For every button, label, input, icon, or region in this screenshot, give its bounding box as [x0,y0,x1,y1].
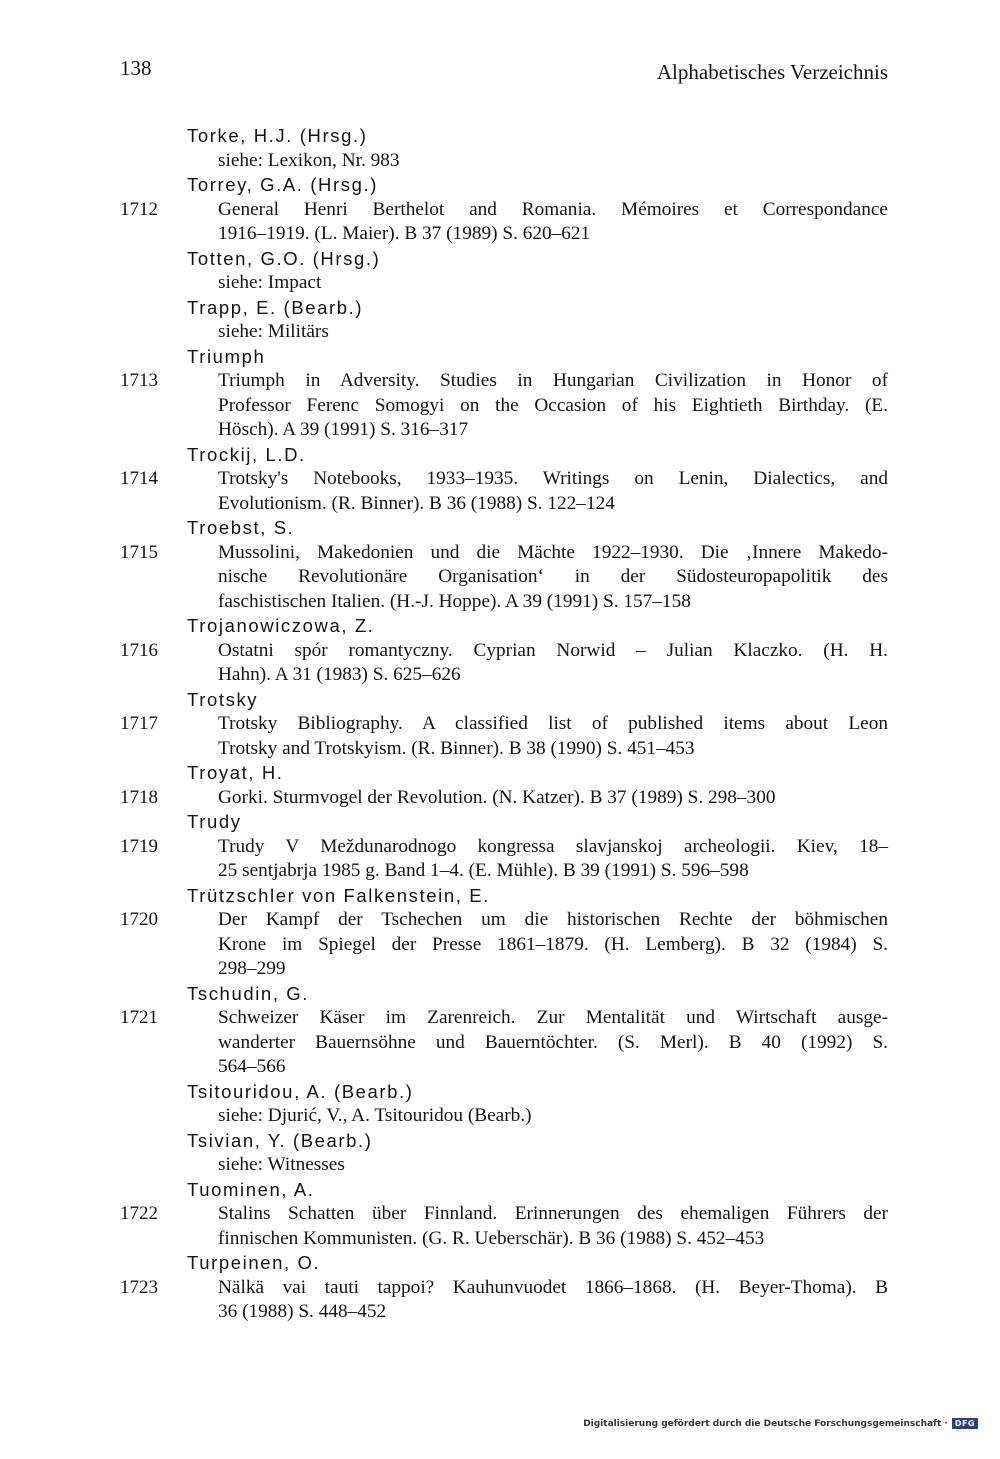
footer-text: Digitalisierung gefördert durch die Deutsche Forschungsgemeinschaft · [583,1418,948,1429]
entry-text-row [0,1006,1000,1031]
entry-heading-row [0,614,1000,639]
entry-text: General Henri Berthelot and Romania. Mémoires et Correspondance [218,198,888,220]
entry-heading-row [0,345,1000,370]
entry-number: 1716 [120,639,158,661]
entry-text: faschistischen Italien. (H.-J. Hoppe). A 39 (1991) S. 157–158 [218,590,691,612]
entry-number: 1713 [120,370,158,391]
digitization-footer [583,1418,978,1429]
entry-number: 1718 [120,786,158,808]
entry-text-row [0,1227,1000,1252]
entry-text: Triumph in Adversity. Studies in Hungarian Civilization in Honor of [218,370,888,391]
author-heading: Totten, G.O. (Hrsg.) [187,247,381,269]
author-heading: Tschudin, G. [187,982,310,1004]
entry-text: 25 sentjabrja 1985 g. Band 1–4. (E. Mühle). B 39 (1991) S. 596–598 [218,860,749,881]
entry-text: Trotsky Bibliography. A classified list of published items about Leon [218,713,888,734]
entry-text-row [0,198,1000,223]
entry-text-row [0,271,1000,296]
entry-text-row [0,492,1000,517]
entry-text: nische Revolutionäre Organisation‘ in der Südosteuropapolitik des [218,566,888,587]
entry-number: 1722 [120,1203,158,1224]
entry-text: Krone im Spiegel der Presse 1861–1879. (H. Lemberg). B 32 (1984) S. [218,933,888,955]
entry-text: 298–299 [218,958,286,979]
author-heading: Troyat, H. [187,762,284,783]
entry-text-row [0,933,1000,958]
entry-number: 1715 [120,541,158,563]
entry-heading-row [0,247,1000,272]
entry-text-row [0,1153,1000,1178]
entry-heading-row [0,1129,1000,1154]
author-heading: Trapp, E. (Bearb.) [187,296,364,318]
author-heading: Torke, H.J. (Hrsg.) [187,125,368,146]
entry-heading-row [0,761,1000,786]
entry-text-row [0,639,1000,664]
author-heading: Tsivian, Y. (Bearb.) [187,1129,373,1151]
author-heading: Trudy [187,811,242,832]
entry-text: siehe: Witnesses [218,1154,345,1175]
entry-heading-row [0,124,1000,149]
entry-text: Trotsky's Notebooks, 1933–1935. Writings on Lenin, Dialectics, and [218,468,888,489]
author-heading: Trockij, L.D. [187,443,306,465]
entry-heading-row [0,688,1000,713]
entry-text-row [0,394,1000,419]
entry-number: 1719 [120,835,158,857]
entry-number: 1721 [120,1007,158,1028]
author-heading: Triumph [187,345,266,367]
entry-text-row [0,1031,1000,1056]
entry-heading-row [0,1178,1000,1203]
entry-text-row [0,149,1000,174]
entry-text-row [0,320,1000,345]
entry-text: siehe: Impact [218,272,322,293]
entry-text: 36 (1988) S. 448–452 [218,1301,387,1322]
entry-text: Mussolini, Makedonien und die Mächte 1922–1930. Die ‚Innere Makedo- [218,541,888,563]
entry-text-row [0,835,1000,860]
entry-text: wanderter Bauernsöhne und Bauerntöchter. (S. Merl). B 40 (1992) S. [218,1031,888,1053]
entry-text: Gorki. Sturmvogel der Revolution. (N. Katzer). B 37 (1989) S. 298–300 [218,786,776,808]
entry-text: 564–566 [218,1056,286,1077]
entry-text: Evolutionism. (R. Binner). B 36 (1988) S. 122–124 [218,492,615,514]
entry-text-row [0,737,1000,762]
entry-heading-row [0,296,1000,321]
entry-heading-row [0,982,1000,1007]
entry-heading-row [0,884,1000,909]
author-heading: Turpeinen, O. [187,1252,321,1273]
entry-text-row [0,712,1000,737]
entry-text-row [0,1202,1000,1227]
entry-text-row [0,467,1000,492]
entry-heading-row [0,443,1000,468]
entry-text: Ostatni spór romantyczny. Cyprian Norwid – Julian Klaczko. (H. H. [218,639,888,661]
author-heading: Torrey, G.A. (Hrsg.) [187,174,378,195]
entry-text-row [0,786,1000,811]
entry-text: 1916–1919. (L. Maier). B 37 (1989) S. 620–621 [218,223,591,244]
entry-text-row [0,1104,1000,1129]
entry-text-row [0,418,1000,443]
entry-text: siehe: Djurić, V., A. Tsitouridou (Bearb.) [218,1105,532,1126]
running-head: Alphabetisches Verzeichnis [656,60,888,84]
entry-text-row [0,369,1000,394]
page-number: 138 [120,56,152,80]
entry-heading-row [0,1080,1000,1105]
entry-text-row [0,1300,1000,1325]
entry-heading-row [0,810,1000,835]
entry-text-row [0,908,1000,933]
entry-text-row [0,565,1000,590]
entry-text-row [0,222,1000,247]
dfg-logo: DFG [952,1418,978,1429]
entry-text-row [0,1276,1000,1301]
entry-heading-row [0,173,1000,198]
author-heading: Trotsky [187,688,259,710]
entry-text-row [0,957,1000,982]
entry-text: Trotsky and Trotskyism. (R. Binner). B 38 (1990) S. 451–453 [218,737,695,759]
entry-text: Trudy V Meždunarodnogo kongressa slavjanskoj archeologii. Kiev, 18– [218,835,888,857]
entry-number: 1714 [120,468,158,489]
entry-text-row [0,1055,1000,1080]
entry-text-row [0,541,1000,566]
entry-number: 1717 [120,713,158,734]
entry-text-row [0,663,1000,688]
entry-text: finnischen Kommunisten. (G. R. Ueberschär). B 36 (1988) S. 452–453 [218,1227,765,1249]
entry-heading-row [0,516,1000,541]
entry-number: 1712 [120,198,158,220]
entry-text: Schweizer Käser im Zarenreich. Zur Mentalität und Wirtschaft ausge- [218,1007,888,1028]
entry-text: Der Kampf der Tschechen um die historischen Rechte der böhmischen [218,909,888,930]
entry-text: siehe: Militärs [218,321,329,342]
entry-text: Stalins Schatten über Finnland. Erinnerungen des ehemaligen Führers der [218,1203,888,1224]
entry-number: 1723 [120,1276,158,1298]
entry-text: siehe: Lexikon, Nr. 983 [218,149,400,171]
entry-heading-row [0,1251,1000,1276]
author-heading: Trojanowiczowa, Z. [187,615,375,636]
entry-number: 1720 [120,909,158,930]
author-heading: Troebst, S. [187,517,295,538]
author-heading: Tsitouridou, A. (Bearb.) [187,1080,414,1102]
entry-text-row [0,859,1000,884]
entry-text-row [0,590,1000,615]
entry-text: Hahn). A 31 (1983) S. 625–626 [218,664,461,685]
entry-text: Hösch). A 39 (1991) S. 316–317 [218,419,469,440]
author-heading: Tuominen, A. [187,1178,315,1200]
index-entries [0,124,1000,1325]
entry-text: Nälkä vai tauti tappoi? Kauhunvuodet 1866–1868. (H. Beyer-Thoma). B [218,1276,888,1298]
entry-text: Professor Ferenc Somogyi on the Occasion of his Eightieth Birthday. (E. [218,394,888,416]
author-heading: Trützschler von Falkenstein, E. [187,884,490,906]
